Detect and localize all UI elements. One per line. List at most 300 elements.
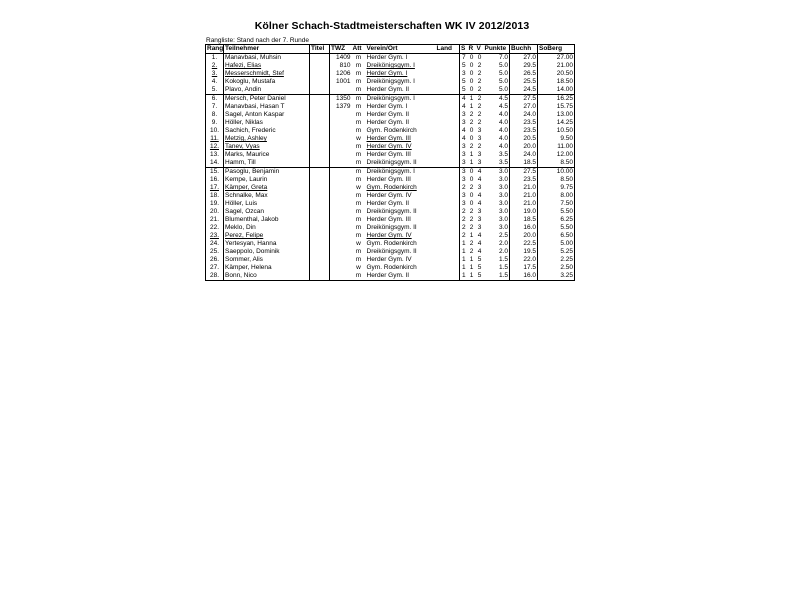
cell-buchh: 26.5 — [510, 70, 538, 78]
cell-rang: 16. — [206, 176, 224, 184]
header-soberg: SoBerg — [538, 45, 575, 54]
cell-r: 2 — [469, 216, 474, 224]
cell-v: 2 — [477, 86, 482, 94]
cell-rang: 1. — [206, 54, 224, 63]
cell-rang: 5. — [206, 86, 224, 95]
cell-r: 2 — [469, 224, 474, 232]
cell-rang: 17. — [206, 184, 224, 192]
table-row — [206, 151, 575, 159]
cell-verein: Dreikönigsgym. I — [366, 78, 415, 86]
cell-punkte: 3.0 — [498, 192, 508, 200]
cell-buchh: 25.5 — [510, 78, 538, 86]
cell-land — [436, 111, 460, 119]
cell-soberg: 21.00 — [538, 62, 575, 70]
table-row — [206, 78, 575, 86]
header-titel: Titel — [310, 45, 330, 54]
cell-s: 2 — [460, 184, 468, 192]
cell-titel — [310, 184, 330, 192]
cell-s: 7 — [460, 54, 468, 63]
table-row — [206, 168, 575, 177]
cell-twz — [330, 86, 352, 95]
cell-att: m — [355, 200, 362, 208]
cell-land — [436, 62, 460, 70]
cell-titel — [310, 111, 330, 119]
cell-verein: Herder Gym. II — [366, 111, 410, 119]
cell-titel — [310, 86, 330, 95]
cell-soberg: 14.00 — [538, 86, 575, 95]
cell-buchh: 17.5 — [510, 264, 538, 272]
cell-verein: Herder Gym. IV — [366, 143, 412, 151]
cell-land — [436, 240, 460, 248]
cell-land — [436, 159, 460, 168]
cell-twz: 810 — [330, 62, 352, 70]
cell-r: 2 — [469, 184, 474, 192]
cell-teilnehmer: Sommer, Alis — [224, 256, 310, 264]
cell-s: 2 — [460, 224, 468, 232]
cell-twz — [330, 143, 352, 151]
cell-att: w — [356, 135, 361, 143]
cell-att: m — [355, 256, 362, 264]
cell-verein: Herder Gym. III — [366, 135, 411, 143]
table-row — [206, 159, 575, 168]
cell-punkte: 2.0 — [498, 248, 508, 256]
table-row — [206, 248, 575, 256]
cell-v: 3 — [477, 184, 482, 192]
cell-rang: 4. — [206, 78, 224, 86]
cell-rang: 11. — [206, 135, 224, 143]
cell-verein: Dreikönigsgym. I — [366, 95, 436, 104]
cell-verein: Herder Gym. IV — [366, 256, 412, 264]
header-att: Att — [352, 45, 366, 54]
cell-s: 2 — [460, 232, 468, 240]
table-row — [206, 143, 575, 151]
cell-v: 4 — [477, 232, 482, 240]
cell-att: m — [355, 248, 362, 256]
cell-s: 5 — [460, 78, 468, 86]
cell-soberg: 2.50 — [538, 264, 575, 272]
cell-s: 4 — [460, 127, 468, 135]
cell-s: 3 — [460, 176, 468, 184]
cell-r: 1 — [469, 256, 474, 264]
cell-soberg: 5.00 — [538, 240, 575, 248]
cell-v: 3 — [477, 127, 482, 135]
cell-rang: 26. — [206, 256, 224, 264]
cell-buchh: 20.0 — [510, 232, 538, 240]
cell-teilnehmer: Messerschmidt, Stef — [224, 70, 310, 78]
cell-teilnehmer: Perez, Felipe — [224, 232, 310, 240]
cell-soberg: 12.00 — [538, 151, 575, 159]
cell-s: 3 — [460, 119, 468, 127]
cell-titel — [310, 143, 330, 151]
cell-punkte: 4.5 — [484, 95, 510, 104]
cell-verein: Dreikönigsgym. II — [366, 159, 417, 167]
cell-titel — [310, 264, 330, 272]
cell-v: 3 — [477, 216, 482, 224]
cell-punkte: 5.0 — [498, 86, 508, 94]
cell-soberg: 14.25 — [538, 119, 575, 127]
cell-teilnehmer: Mersch, Peter Daniel — [224, 95, 310, 104]
cell-titel — [310, 272, 330, 281]
cell-att: m — [355, 127, 362, 135]
header-rang: Rang — [207, 45, 224, 53]
cell-land — [436, 95, 460, 104]
cell-buchh: 19.5 — [510, 248, 538, 256]
cell-punkte: 2.0 — [498, 240, 508, 248]
ranking-table — [205, 44, 575, 281]
cell-att: m — [355, 176, 362, 184]
cell-v: 3 — [477, 151, 482, 159]
cell-twz: 1379 — [330, 103, 352, 111]
cell-teilnehmer: Kämper, Greta — [224, 184, 310, 192]
cell-v: 4 — [476, 168, 484, 177]
cell-teilnehmer: Metzig, Ashley — [224, 135, 310, 143]
cell-rang: 2. — [206, 62, 224, 70]
cell-att: w — [356, 264, 361, 272]
cell-soberg: 8.00 — [538, 192, 575, 200]
cell-att: m — [355, 224, 362, 232]
table-row — [206, 70, 575, 78]
cell-r: 0 — [469, 192, 474, 200]
cell-v: 4 — [477, 248, 482, 256]
cell-teilnehmer: Sagel, Ozcan — [224, 208, 310, 216]
cell-titel — [310, 216, 330, 224]
cell-teilnehmer: Pasoglu, Benjamin — [224, 168, 310, 177]
cell-s: 1 — [460, 248, 468, 256]
cell-punkte: 7.0 — [498, 54, 508, 62]
cell-punkte: 1.5 — [498, 256, 508, 264]
cell-r: 2 — [469, 111, 474, 119]
cell-verein: Herder Gym. III — [366, 176, 411, 184]
cell-land — [436, 264, 460, 272]
cell-s: 3 — [460, 168, 468, 177]
cell-soberg: 5.50 — [538, 224, 575, 232]
cell-buchh: 21.0 — [510, 192, 538, 200]
cell-buchh: 22.5 — [510, 240, 538, 248]
cell-punkte: 3.0 — [484, 168, 510, 177]
cell-att: m — [355, 151, 362, 159]
cell-s: 2 — [460, 208, 468, 216]
cell-r: 2 — [469, 240, 474, 248]
cell-att: m — [352, 168, 366, 177]
cell-twz — [330, 151, 352, 159]
cell-att: m — [355, 86, 362, 94]
cell-twz — [330, 248, 352, 256]
cell-teilnehmer: Manavbasi, Hasan T — [224, 103, 310, 111]
cell-v: 4 — [477, 240, 482, 248]
table-row — [206, 272, 575, 281]
table-row — [206, 95, 575, 104]
cell-land — [436, 248, 460, 256]
header-s: S — [460, 45, 468, 54]
cell-twz — [330, 119, 352, 127]
cell-rang: 20. — [206, 208, 224, 216]
cell-twz — [330, 240, 352, 248]
cell-verein: Gym. Rodenkirch — [366, 240, 417, 248]
cell-land — [436, 143, 460, 151]
cell-soberg: 5.25 — [538, 248, 575, 256]
cell-twz — [330, 272, 352, 281]
cell-v: 2 — [476, 95, 484, 104]
cell-s: 3 — [460, 192, 468, 200]
cell-r: 1 — [469, 159, 474, 167]
cell-verein: Herder Gym. IV — [366, 192, 412, 200]
cell-punkte: 4.5 — [498, 103, 508, 111]
cell-v: 2 — [477, 143, 482, 151]
cell-buchh: 16.0 — [510, 272, 538, 281]
cell-punkte: 3.0 — [498, 176, 508, 184]
cell-v: 2 — [477, 103, 482, 111]
cell-verein: Herder Gym. I — [366, 103, 408, 111]
table-row — [206, 62, 575, 70]
cell-att: m — [355, 103, 362, 111]
cell-teilnehmer: Bonn, Nico — [224, 272, 310, 281]
cell-punkte: 3.0 — [498, 200, 508, 208]
cell-twz — [330, 135, 352, 143]
cell-rang: 25. — [206, 248, 224, 256]
cell-titel — [310, 70, 330, 78]
document-subtitle: Rangliste: Stand nach der 7. Runde — [206, 37, 309, 44]
cell-land — [436, 135, 460, 143]
cell-land — [436, 70, 460, 78]
cell-teilnehmer: Kämper, Helena — [224, 264, 310, 272]
cell-titel — [310, 192, 330, 200]
cell-r: 0 — [469, 176, 474, 184]
cell-titel — [310, 256, 330, 264]
cell-r: 0 — [469, 62, 474, 70]
cell-v: 2 — [477, 70, 482, 78]
cell-r: 0 — [469, 54, 474, 62]
cell-att: m — [355, 119, 362, 127]
cell-verein: Herder Gym. I — [366, 54, 408, 62]
cell-s: 5 — [460, 86, 468, 95]
cell-land — [436, 232, 460, 240]
cell-twz: 1350 — [330, 95, 352, 104]
cell-twz — [330, 232, 352, 240]
cell-teilnehmer: Manavbasi, Muhsin — [224, 54, 310, 63]
cell-teilnehmer: Saeppolo, Dominik — [224, 248, 310, 256]
cell-v: 4 — [477, 192, 482, 200]
cell-r: 2 — [469, 119, 474, 127]
cell-s: 2 — [460, 216, 468, 224]
cell-verein: Dreikönigsgym. I — [366, 168, 436, 177]
table-row — [206, 111, 575, 119]
cell-titel — [310, 224, 330, 232]
cell-buchh: 29.5 — [510, 62, 538, 70]
cell-att: m — [355, 62, 362, 70]
cell-verein: Herder Gym. IV — [366, 232, 412, 240]
cell-soberg: 3.25 — [538, 272, 575, 281]
cell-att: w — [356, 184, 361, 192]
cell-soberg: 7.50 — [538, 200, 575, 208]
cell-s: 1 — [460, 256, 468, 264]
cell-s: 3 — [460, 143, 468, 151]
cell-land — [436, 119, 460, 127]
cell-teilnehmer: Marks, Maurice — [224, 151, 310, 159]
cell-verein: Herder Gym. III — [366, 216, 411, 224]
cell-r: 1 — [469, 232, 474, 240]
cell-punkte: 3.5 — [498, 151, 508, 159]
cell-twz — [330, 111, 352, 119]
cell-teilnehmer: Yertesyan, Hanna — [224, 240, 310, 248]
document-title: Kölner Schach-Stadtmeisterschaften WK IV 2012/2013 — [254, 20, 530, 32]
cell-r: 0 — [469, 127, 474, 135]
header-v: V — [476, 45, 484, 54]
cell-buchh: 23.5 — [510, 127, 538, 135]
cell-rang: 14. — [206, 159, 224, 168]
cell-teilnehmer: Hafezi, Elias — [224, 62, 310, 70]
cell-verein: Dreikönigsgym. II — [366, 224, 417, 232]
cell-twz — [330, 224, 352, 232]
table-row — [206, 103, 575, 111]
cell-teilnehmer: Sachich, Frederic — [224, 127, 310, 135]
cell-soberg: 20.50 — [538, 70, 575, 78]
header-punkte: Punkte — [484, 45, 510, 54]
cell-land — [436, 224, 460, 232]
cell-punkte: 4.0 — [498, 127, 508, 135]
cell-soberg: 13.00 — [538, 111, 575, 119]
cell-v: 5 — [477, 264, 482, 272]
header-buchh: Buchh — [510, 45, 538, 54]
cell-soberg: 9.50 — [538, 135, 575, 143]
cell-punkte: 4.0 — [498, 143, 508, 151]
cell-soberg: 18.50 — [538, 78, 575, 86]
cell-titel — [310, 151, 330, 159]
cell-att: m — [355, 192, 362, 200]
cell-punkte: 1.5 — [484, 272, 510, 281]
header-r: R — [468, 45, 476, 54]
cell-soberg: 6.25 — [538, 216, 575, 224]
cell-v: 3 — [477, 159, 482, 167]
cell-verein: Herder Gym. III — [366, 151, 411, 159]
cell-buchh: 27.5 — [510, 95, 538, 104]
cell-rang: 27. — [206, 264, 224, 272]
cell-punkte: 1.5 — [498, 264, 508, 272]
table-row — [206, 184, 575, 192]
cell-rang: 8. — [206, 111, 224, 119]
table-row — [206, 208, 575, 216]
cell-r: 2 — [469, 208, 474, 216]
cell-punkte: 3.0 — [498, 208, 508, 216]
table-row — [206, 200, 575, 208]
cell-verein: Herder Gym. I — [366, 70, 408, 78]
cell-twz — [330, 256, 352, 264]
cell-soberg: 27.00 — [538, 54, 575, 63]
cell-r: 1 — [468, 95, 476, 104]
cell-s: 1 — [460, 240, 468, 248]
cell-rang: 28. — [206, 272, 224, 281]
cell-s: 3 — [460, 159, 468, 168]
cell-land — [436, 272, 460, 281]
cell-twz — [330, 127, 352, 135]
cell-verein: Herder Gym. II — [366, 272, 436, 281]
cell-s: 3 — [460, 70, 468, 78]
cell-r: 2 — [469, 248, 474, 256]
cell-land — [436, 256, 460, 264]
cell-land — [436, 184, 460, 192]
cell-teilnehmer: Sagel, Anton Kaspar — [224, 111, 310, 119]
cell-verein: Dreikönigsgym. II — [366, 248, 417, 256]
cell-s: 3 — [460, 111, 468, 119]
cell-buchh: 20.5 — [510, 135, 538, 143]
table-row — [206, 127, 575, 135]
cell-land — [436, 168, 460, 177]
cell-s: 1 — [460, 272, 468, 281]
table-row — [206, 256, 575, 264]
cell-v: 2 — [477, 119, 482, 127]
cell-land — [436, 151, 460, 159]
cell-teilnehmer: Blumenthal, Jakob — [224, 216, 310, 224]
cell-titel — [310, 54, 330, 63]
table-row — [206, 224, 575, 232]
cell-punkte: 4.0 — [498, 135, 508, 143]
cell-teilnehmer: Hamm, Till — [224, 159, 310, 168]
cell-punkte: 5.0 — [498, 62, 508, 70]
cell-rang: 23. — [206, 232, 224, 240]
cell-teilnehmer: Schnalke, Max — [224, 192, 310, 200]
cell-buchh: 27.5 — [510, 168, 538, 177]
cell-punkte: 4.0 — [498, 119, 508, 127]
cell-buchh: 27.0 — [510, 103, 538, 111]
cell-att: m — [355, 78, 362, 86]
header-land: Land — [436, 45, 460, 54]
cell-verein: Gym. Rodenkirch — [366, 127, 417, 135]
cell-soberg: 15.75 — [538, 103, 575, 111]
cell-soberg: 6.50 — [538, 232, 575, 240]
cell-att: m — [355, 216, 362, 224]
cell-titel — [310, 200, 330, 208]
cell-titel — [310, 159, 330, 168]
header-verein: Verein/Ort — [366, 45, 436, 54]
table-header-row — [206, 45, 575, 54]
cell-punkte: 3.0 — [498, 216, 508, 224]
cell-v: 4 — [477, 200, 482, 208]
cell-rang: 22. — [206, 224, 224, 232]
cell-r: 1 — [469, 151, 474, 159]
cell-soberg: 16.25 — [538, 95, 575, 104]
cell-titel — [310, 240, 330, 248]
cell-land — [436, 208, 460, 216]
cell-punkte: 3.0 — [498, 224, 508, 232]
cell-rang: 9. — [206, 119, 224, 127]
cell-att: m — [355, 54, 362, 62]
cell-buchh: 23.5 — [510, 176, 538, 184]
ranking-table-body — [206, 54, 575, 281]
cell-twz — [330, 208, 352, 216]
cell-r: 1 — [469, 103, 474, 111]
cell-rang: 10. — [206, 127, 224, 135]
table-row — [206, 264, 575, 272]
cell-titel — [310, 176, 330, 184]
cell-land — [436, 86, 460, 95]
header-teilnehmer: Teilnehmer — [224, 45, 310, 54]
cell-rang: 7. — [206, 103, 224, 111]
cell-rang: 24. — [206, 240, 224, 248]
cell-att: w — [356, 240, 361, 248]
cell-titel — [310, 119, 330, 127]
cell-buchh: 24.0 — [510, 151, 538, 159]
cell-punkte: 2.5 — [498, 232, 508, 240]
cell-titel — [310, 127, 330, 135]
cell-twz: 1206 — [330, 70, 352, 78]
table-row — [206, 119, 575, 127]
cell-s: 4 — [460, 95, 468, 104]
cell-soberg: 2.25 — [538, 256, 575, 264]
cell-v: 0 — [477, 54, 482, 62]
cell-s: 4 — [460, 103, 468, 111]
cell-twz: 1001 — [330, 78, 352, 86]
table-row — [206, 232, 575, 240]
cell-land — [436, 103, 460, 111]
